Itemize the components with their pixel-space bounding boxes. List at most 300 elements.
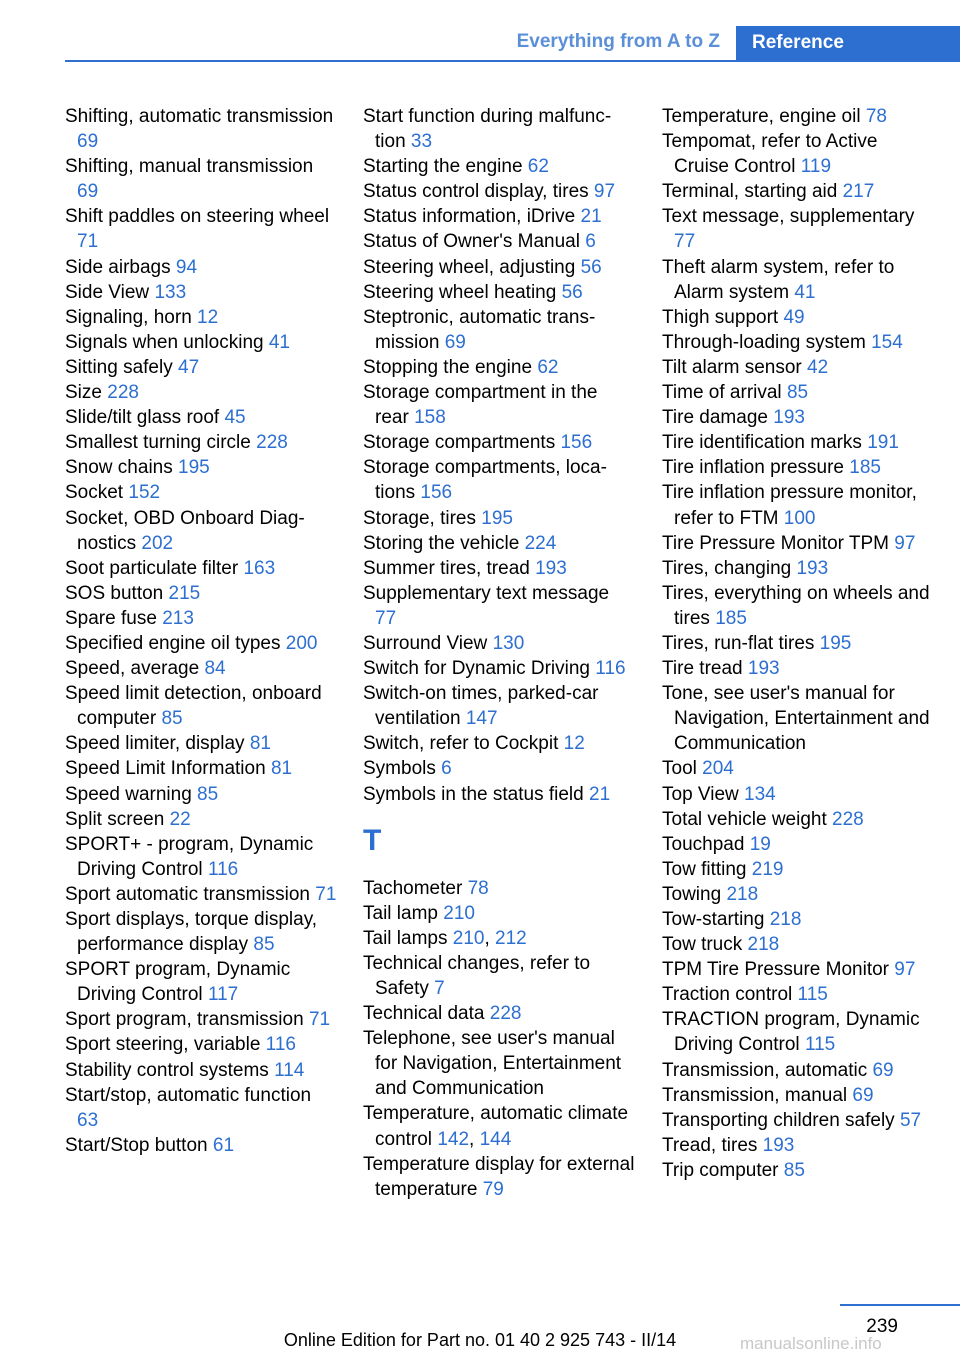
entry-text: Storage compartment in the rear	[363, 382, 598, 429]
entry-text: Temperature, automatic climate control	[363, 1103, 629, 1150]
entry-text: TPM Tire Pressure Monitor	[662, 959, 889, 981]
page-link[interactable]: 212	[495, 927, 527, 949]
entry-text: Shifting, automatic transmission	[65, 106, 334, 127]
page-link[interactable]: 185	[715, 607, 747, 629]
page-link[interactable]: 78	[865, 106, 887, 127]
entry-text: Thigh support	[662, 306, 779, 328]
entry-text: Sport displays, torque display, performance display	[65, 909, 318, 956]
index-entry	[363, 631, 635, 656]
index-entry	[662, 355, 934, 380]
page-link[interactable]: 228	[107, 382, 139, 404]
index-entry	[65, 656, 337, 681]
entry-text: Symbols in the status field	[363, 783, 584, 805]
index-entry	[65, 782, 337, 807]
entry-text: Signals when unlocking	[65, 331, 264, 353]
entry-text: Tempomat, refer to Active Cruise Control	[662, 131, 878, 178]
entry-text: Spare fuse	[65, 607, 157, 629]
entry-text: Speed limiter, display	[65, 733, 245, 755]
index-entry	[65, 104, 337, 154]
page-link[interactable]: 114	[274, 1059, 305, 1081]
entry-text: Tires, everything on wheels and tires	[662, 582, 930, 629]
index-entry	[662, 581, 934, 631]
entry-text: Stability control systems	[65, 1059, 269, 1081]
footer-edition: Online Edition for Part no. 01 40 2 925 743 - II/14	[283, 1330, 677, 1350]
page-link[interactable]: 193	[747, 658, 780, 680]
index-entry	[65, 355, 337, 380]
index-entry	[65, 631, 337, 656]
index-entry	[65, 405, 337, 430]
index-entry	[662, 631, 934, 656]
index-entry	[65, 506, 337, 556]
entry-text: SOS button	[65, 582, 164, 604]
index-entry	[662, 305, 934, 330]
index-entry	[363, 255, 635, 280]
entry-text: Time of arrival	[662, 382, 782, 404]
index-entry	[662, 1007, 934, 1057]
page-link[interactable]: 71	[308, 1009, 331, 1031]
page-link[interactable]: 228	[832, 808, 864, 830]
index-entry	[65, 1133, 337, 1158]
entry-text: Switch-on times, parked-car ventilation	[363, 683, 599, 730]
page-link[interactable]: 156	[420, 482, 453, 504]
entry-text: Start function during malfunction	[363, 106, 612, 153]
entry-text: Technical changes, refer to Safety	[363, 952, 591, 999]
entry-text: Transmission, automatic	[662, 1059, 868, 1081]
index-entry	[65, 154, 337, 204]
entry-text: Steering wheel heating	[363, 281, 557, 303]
index-letter-heading: T	[363, 823, 382, 857]
page-link[interactable]: 97	[593, 181, 616, 203]
index-entry	[662, 1158, 934, 1183]
entry-text: Telephone, see user's manual for Navigation, Entertainment and Communication	[363, 1028, 622, 1100]
entry-text: Tires, run-flat tires	[662, 632, 815, 654]
entry-text: Tread, tires	[662, 1134, 758, 1156]
entry-text: Sport program, transmission	[65, 1009, 304, 1031]
index-entry	[363, 581, 635, 631]
entry-text: Smallest turning circle	[65, 432, 251, 454]
page-link[interactable]: 218	[747, 934, 780, 956]
index-entry	[662, 1108, 934, 1133]
index-entry	[363, 506, 635, 531]
index-entry	[662, 430, 934, 455]
index-entry	[662, 982, 934, 1007]
index-column-2	[363, 104, 635, 1202]
entry-text: Shift paddles on steering wheel	[65, 206, 330, 228]
entry-text: Tow truck	[662, 934, 743, 956]
page-link[interactable]: 85	[786, 382, 809, 404]
page-link[interactable]: 130	[492, 632, 525, 654]
index-entry	[662, 104, 934, 129]
entry-text: Switch, refer to Cockpit	[363, 733, 559, 755]
entry-text: Technical data	[363, 1003, 485, 1025]
entry-text: Traction control	[662, 984, 793, 1006]
page-link[interactable]: 69	[872, 1059, 894, 1081]
entry-text: Switch for Dynamic Driving	[363, 658, 590, 680]
page-link[interactable]: 191	[867, 432, 899, 454]
entry-text: Tail lamp	[363, 902, 438, 924]
index-entry	[65, 1058, 337, 1083]
page-link[interactable]: 213	[162, 607, 194, 629]
entry-text: Symbols	[363, 758, 436, 780]
page-link[interactable]: 57	[899, 1109, 922, 1131]
entry-text: Tow fitting	[662, 858, 747, 880]
page-link[interactable]: 202	[141, 532, 174, 554]
entry-text: Surround View	[363, 632, 488, 654]
index-entry	[363, 531, 635, 556]
index-entry	[65, 832, 337, 882]
page-link[interactable]: 62	[527, 156, 549, 178]
page-link[interactable]: 116	[207, 858, 239, 880]
header-rule	[65, 60, 960, 62]
page-header	[0, 0, 960, 62]
watermark: manualsonline.info	[740, 1334, 882, 1353]
page-link[interactable]: 117	[207, 984, 239, 1006]
page-link[interactable]: 41	[794, 281, 816, 303]
page-link[interactable]: 69	[77, 131, 99, 153]
page-link[interactable]: 217	[842, 181, 875, 203]
index-entry	[363, 1026, 635, 1101]
index-entry	[662, 556, 934, 581]
page-link[interactable]: 69	[852, 1084, 874, 1106]
index-entry	[363, 756, 635, 781]
index-entry	[65, 606, 337, 631]
entry-text: Tone, see user's manual for Navigation, Entertainment and Communication	[662, 683, 930, 755]
entry-text: Socket, OBD Onboard Diagnostics	[65, 507, 305, 554]
index-entry	[65, 455, 337, 480]
index-entry	[363, 204, 635, 229]
index-entry	[662, 405, 934, 430]
entry-text: Split screen	[65, 808, 165, 830]
entry-text: Tire inflation pressure	[662, 457, 844, 479]
page-link[interactable]: 142	[437, 1128, 470, 1150]
index-entry	[65, 280, 337, 305]
entry-text: Tilt alarm sensor	[662, 356, 802, 378]
index-entry	[662, 380, 934, 405]
entry-text: Storing the vehicle	[363, 532, 520, 554]
page-link[interactable]: 154	[871, 331, 903, 353]
page-link[interactable]: 116	[265, 1034, 296, 1056]
index-entry	[65, 204, 337, 254]
index-entry	[662, 204, 934, 254]
entry-text: Through-loading system	[662, 331, 866, 353]
page-link[interactable]: 85	[253, 934, 275, 956]
page-link[interactable]: 210	[443, 902, 475, 924]
page-link[interactable]: 6	[441, 758, 452, 780]
index-entry	[662, 455, 934, 480]
page-link[interactable]: 193	[773, 407, 805, 429]
index-entry	[662, 1083, 934, 1108]
entry-text: Transporting children safely	[662, 1109, 895, 1131]
entry-text: Sitting safely	[65, 356, 173, 378]
entry-text: Touchpad	[662, 833, 745, 855]
entry-text: Storage compartments	[363, 432, 556, 454]
index-entry	[363, 656, 635, 681]
page-link[interactable]: 185	[849, 457, 881, 479]
page-link[interactable]: 158	[414, 407, 446, 429]
index-entry	[65, 581, 337, 606]
index-entry	[65, 807, 337, 832]
entry-text: Tire identification marks	[662, 432, 862, 454]
index-entry	[363, 229, 635, 254]
page-link[interactable]: 84	[204, 658, 226, 680]
index-entry	[662, 756, 934, 781]
index-entry	[363, 280, 635, 305]
entry-text: Sport automatic transmission	[65, 883, 310, 905]
page-link[interactable]: 215	[168, 582, 201, 604]
entry-text: Transmission, manual	[662, 1084, 848, 1106]
page-link[interactable]: 134	[744, 783, 776, 805]
entry-text: Shifting, manual transmission	[65, 156, 314, 178]
index-entry	[363, 104, 635, 154]
entry-text: Tool	[662, 758, 697, 780]
page-link[interactable]: 49	[783, 306, 805, 328]
entry-text: Steering wheel, adjusting	[363, 256, 576, 278]
page-link[interactable]: 156	[560, 432, 593, 454]
index-entry	[65, 480, 337, 505]
index-entry	[65, 957, 337, 1007]
page-link[interactable]: 69	[444, 331, 466, 353]
index-entry	[65, 907, 337, 957]
page-link[interactable]: 41	[268, 331, 290, 353]
page-link[interactable]: 218	[726, 883, 759, 905]
index-entry	[662, 480, 934, 530]
page-link[interactable]: 210	[452, 927, 485, 949]
page-link[interactable]: 45	[224, 407, 246, 429]
page-link[interactable]: 133	[154, 281, 187, 303]
index-entry	[662, 807, 934, 832]
entry-text: Socket	[65, 482, 124, 504]
index-entry: Tail lamps 210, 212	[363, 927, 527, 949]
entry-text: Tow-starting	[662, 909, 765, 930]
entry-text: Speed, average	[65, 658, 200, 680]
page-link[interactable]: 69	[77, 181, 99, 203]
entry-text: Towing	[662, 883, 722, 905]
entry-text: Tail lamps	[363, 927, 448, 949]
index-entry	[662, 1058, 934, 1083]
entry-text: Status control display, tires	[363, 181, 589, 203]
page-link[interactable]: 56	[561, 281, 583, 303]
page-link[interactable]: 85	[197, 783, 219, 805]
entry-text: Tire inflation pressure monitor, refer to FTM	[662, 482, 917, 529]
index-entry	[662, 782, 934, 807]
page-link[interactable]: 42	[807, 356, 829, 378]
entry-text: Status of Owner's Manual	[363, 231, 580, 253]
page-link[interactable]: 100	[783, 507, 816, 529]
index-entry	[65, 305, 337, 330]
entry-text: SPORT+ - program, Dynamic Driving Control	[65, 833, 314, 880]
page-link[interactable]: 85	[161, 708, 183, 730]
entry-text: Slide/tilt glass roof	[65, 407, 220, 429]
index-entry	[363, 1001, 635, 1026]
page-link[interactable]: 218	[769, 909, 802, 930]
page-link[interactable]: 21	[580, 206, 602, 228]
index-entry	[65, 430, 337, 455]
page-link[interactable]: 144	[479, 1128, 512, 1150]
index-entry	[65, 1007, 337, 1032]
index-entry	[363, 556, 635, 581]
page-link[interactable]: 71	[77, 231, 99, 253]
index-entry	[662, 832, 934, 857]
index-entry	[363, 355, 635, 380]
page-link[interactable]: 63	[77, 1109, 99, 1131]
entry-text: TRACTION program, Dynamic Driving Control	[662, 1009, 920, 1056]
page-link[interactable]: 228	[489, 1003, 522, 1025]
page-link[interactable]: 193	[535, 557, 567, 579]
page-number-rule	[840, 1304, 960, 1306]
page-link[interactable]: 33	[410, 131, 433, 153]
entry-text: Temperature, engine oil	[662, 106, 861, 127]
page-link[interactable]: 47	[178, 356, 200, 378]
entry-text: Size	[65, 382, 102, 404]
page-link[interactable]: 97	[894, 532, 916, 554]
page-link[interactable]: 152	[128, 482, 161, 504]
page-link[interactable]: 19	[749, 833, 771, 855]
index-entry	[363, 305, 635, 355]
index-entry	[363, 876, 635, 901]
page-link[interactable]: 81	[249, 733, 271, 755]
page-link[interactable]: 56	[580, 256, 602, 278]
page-link[interactable]: 61	[212, 1134, 235, 1156]
index-entry	[363, 430, 635, 455]
index-entry	[662, 907, 934, 932]
entry-text: Storage, tires	[363, 507, 476, 529]
entry-text: Tachometer	[363, 877, 463, 899]
entry-text: Supplementary text message	[363, 582, 610, 604]
page-link[interactable]: 79	[482, 1178, 504, 1200]
entry-text: Stopping the engine	[363, 356, 533, 378]
index-entry	[65, 882, 337, 907]
entry-text: Soot particulate filter	[65, 557, 239, 579]
index-entry	[662, 129, 934, 179]
index-entry	[662, 957, 934, 982]
entry-text: Status information, iDrive	[363, 206, 576, 228]
page-link[interactable]: 224	[524, 532, 557, 554]
index-entry	[65, 756, 337, 781]
entry-text: Terminal, starting aid	[662, 181, 838, 203]
entry-text: Sport steering, variable	[65, 1034, 261, 1056]
entry-text: Start/stop, automatic function	[65, 1084, 312, 1106]
entry-text: Tire Pressure Monitor TPM	[662, 532, 889, 554]
entry-text: Storage compartments, locations	[363, 457, 607, 504]
index-entry	[65, 255, 337, 280]
entry-text: Signaling, horn	[65, 306, 192, 328]
index-entry	[363, 901, 635, 926]
index-entry	[662, 857, 934, 882]
index-column-1	[65, 104, 337, 1158]
page-link[interactable]: 195	[819, 632, 852, 654]
entry-text: Tires, changing	[662, 557, 792, 579]
page-link[interactable]: 62	[537, 356, 559, 378]
entry-text: Snow chains	[65, 457, 173, 479]
page-link[interactable]: 71	[315, 883, 337, 905]
index-entry	[363, 154, 635, 179]
page-link[interactable]: 12	[197, 306, 219, 328]
index-column-3	[662, 104, 934, 1183]
entry-text: Starting the engine	[363, 156, 523, 178]
index-entry	[363, 782, 635, 807]
index-entry	[65, 681, 337, 731]
page-link[interactable]: 77	[375, 607, 397, 629]
page-link[interactable]: 200	[285, 632, 318, 654]
page-link[interactable]: 195	[178, 457, 210, 479]
entry-text: Top View	[662, 783, 739, 805]
index-entry	[65, 1032, 337, 1057]
index-entry	[65, 556, 337, 581]
index-entry	[662, 932, 934, 957]
entry-text: Tire tread	[662, 658, 743, 680]
entry-text: Summer tires, tread	[363, 557, 530, 579]
index-entry	[662, 656, 934, 681]
entry-text: Speed warning	[65, 783, 192, 805]
index-entry	[662, 179, 934, 204]
index-entry	[662, 681, 934, 756]
entry-text: Speed Limit Information	[65, 758, 266, 780]
page-link[interactable]: 193	[762, 1134, 795, 1156]
page-link[interactable]: 21	[589, 783, 611, 805]
index-entry	[363, 380, 635, 430]
index-entry	[363, 731, 635, 756]
page-link[interactable]: 195	[481, 507, 513, 529]
index-entry	[363, 455, 635, 505]
entry-text: SPORT program, Dynamic Driving Control	[65, 959, 291, 1006]
entry-text: Speed limit detection, onboard computer	[65, 683, 322, 730]
page-link[interactable]: 219	[751, 858, 784, 880]
index-entry: Temperature, automatic climate control 142, 144	[363, 1103, 629, 1150]
entry-text: Tire damage	[662, 407, 768, 429]
page-link[interactable]: 77	[674, 231, 696, 253]
entry-text: Total vehicle weight	[662, 808, 827, 830]
page-link[interactable]: 6	[585, 231, 596, 253]
page-link[interactable]: 116	[595, 658, 626, 680]
page-link[interactable]: 163	[243, 557, 276, 579]
page-link[interactable]: 12	[563, 733, 585, 755]
entry-text: Side View	[65, 281, 150, 303]
entry-text: Specified engine oil types	[65, 632, 281, 654]
page-link[interactable]: 97	[894, 959, 916, 981]
index-entry	[662, 882, 934, 907]
entry-text: Trip computer	[662, 1159, 779, 1181]
page-link[interactable]: 94	[175, 256, 198, 278]
page-link[interactable]: 115	[797, 984, 828, 1006]
page-link[interactable]: 7	[434, 978, 445, 999]
page-link[interactable]: 119	[800, 156, 832, 178]
section-title: Everything from A to Z	[516, 31, 720, 52]
page-link[interactable]: 78	[467, 877, 489, 899]
entry-text: Temperature display for external temperature	[363, 1153, 635, 1200]
entry-text: Start/Stop button	[65, 1134, 208, 1156]
index-entry	[65, 330, 337, 355]
index-entry	[363, 681, 635, 731]
entry-text: Steptronic, automatic transmission	[363, 306, 596, 353]
page-link[interactable]: 85	[783, 1159, 805, 1181]
index-entry	[662, 1133, 934, 1158]
page-link[interactable]: 22	[169, 808, 191, 830]
index-entry	[363, 1152, 635, 1202]
page-link[interactable]: 193	[796, 557, 829, 579]
index-entry	[65, 731, 337, 756]
reference-tab: Reference	[736, 26, 960, 61]
page-number: 239	[866, 1316, 898, 1337]
page-link[interactable]: 81	[270, 758, 293, 780]
index-entry	[662, 531, 934, 556]
index-entry	[65, 380, 337, 405]
page-link[interactable]: 204	[702, 758, 734, 780]
page-link[interactable]: 115	[804, 1034, 836, 1056]
page-link[interactable]: 147	[465, 708, 498, 730]
page-link[interactable]: 228	[256, 432, 288, 454]
index-entry	[662, 330, 934, 355]
entry-text: Theft alarm system, refer to Alarm system	[662, 256, 895, 303]
